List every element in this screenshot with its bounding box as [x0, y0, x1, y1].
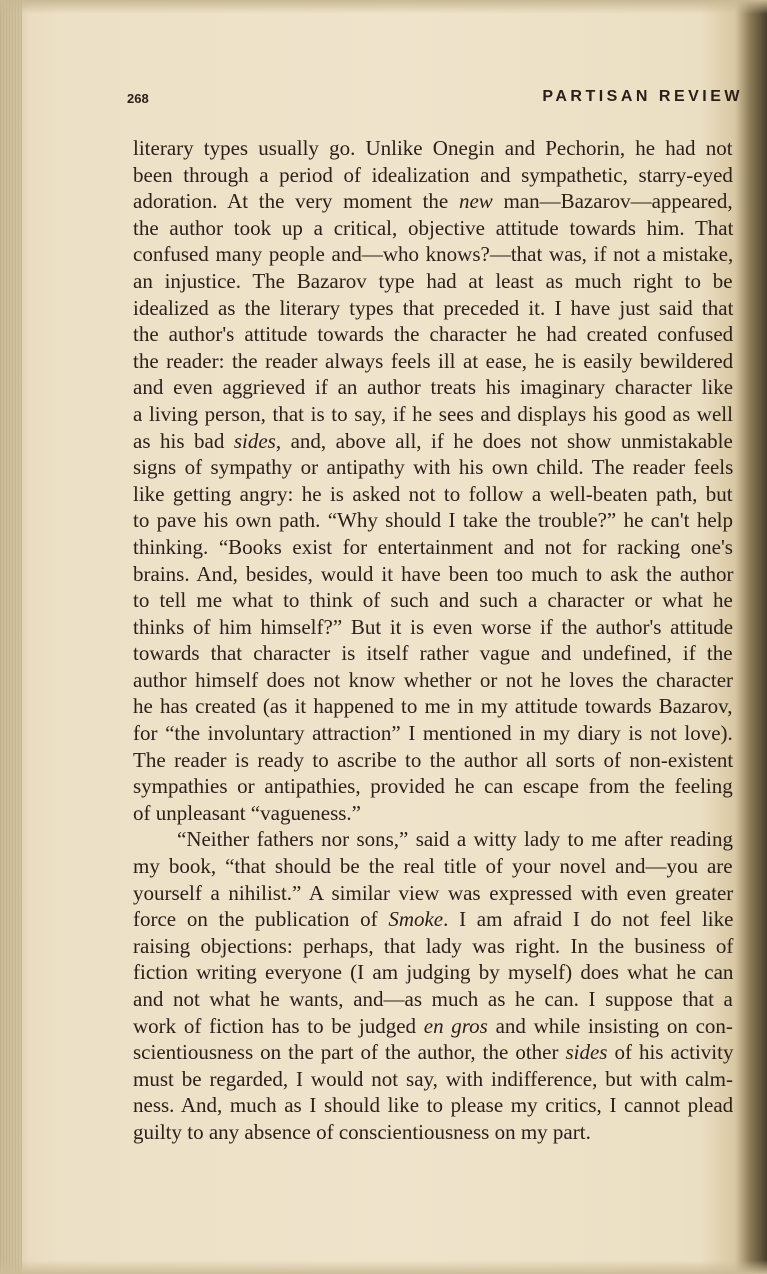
running-head: [127, 88, 743, 112]
text-line: ness. And, much as I should like to please my critics, I cannot plead: [133, 1093, 734, 1118]
text-line: for “the involuntary attraction” I mentioned in my diary is not love).: [133, 721, 733, 746]
text-line: brains. And, besides, would it have been too much to ask the author: [133, 561, 734, 586]
text-line: confused many people and—who knows?—that was, if not a mistake,: [133, 242, 734, 267]
text-line: an injustice. The Bazarov type had at least as much right to be: [133, 268, 733, 293]
text-line: work of fiction has to be judged en gros and while insisting on con-: [133, 1013, 733, 1038]
journal-title: PARTISAN REVIEW: [542, 88, 743, 105]
text-line: author himself does not know whether or not he loves the character: [133, 667, 734, 692]
text-line: he has created (as it happened to me in my attitude towards Bazarov,: [133, 694, 733, 719]
text-line: my book, “that should be the real title of your novel and—you are: [133, 854, 733, 879]
text-line: signs of sympathy or antipathy with his own child. The reader feels: [133, 455, 734, 480]
text-line: thinks of him himself?” But it is even worse if the author's attitude: [133, 614, 734, 639]
text-line: to pave his own path. “Why should I take the trouble?” he can't help: [133, 508, 733, 533]
text-line: “Neither fathers nor sons,” said a witty lady to me after reading: [177, 827, 733, 852]
body-text: [133, 135, 733, 1146]
page-bottom-shadow: [0, 1260, 767, 1274]
paragraph-1: [133, 135, 733, 826]
page-top-shadow: [0, 0, 767, 14]
text-line: literary types usually go. Unlike Onegin and Pechorin, he had not: [133, 136, 733, 160]
text-line: guilty to any absence of conscientiousness on my part.: [133, 1119, 591, 1144]
text-line: must be regarded, I would not say, with indifference, but with calm-: [133, 1066, 733, 1091]
text-line: towards that character is itself rather vague and undefined, if the: [133, 641, 733, 666]
text-line: raising objections: perhaps, that lady was right. In the business of: [133, 933, 734, 958]
text-line: idealized as the literary types that preceded it. I have just said that: [133, 295, 734, 320]
text-line: the reader: the reader always feels ill at ease, he is easily bewildered: [133, 348, 734, 373]
text-line: like getting angry: he is asked not to follow a well-beaten path, but: [133, 481, 733, 506]
text-line: been through a period of idealization and sympathetic, starry-eyed: [133, 162, 733, 187]
text-line: force on the publication of Smoke. I am afraid I do not feel like: [133, 907, 734, 932]
text-line: thinking. “Books exist for entertainment and not for racking one's: [133, 534, 733, 559]
text-line: of unpleasant “vagueness.”: [133, 800, 361, 825]
text-line: fiction writing everyone (I am judging by myself) does what he can: [133, 960, 734, 985]
page-gutter-edge: [0, 0, 22, 1274]
text-line: as his bad sides, and, above all, if he does not show unmistakable: [133, 428, 733, 453]
text-line: the author's attitude towards the character he had created confused: [133, 322, 734, 347]
text-line: the author took up a critical, objective attitude towards him. That: [133, 215, 734, 240]
text-line: The reader is ready to ascribe to the author all sorts of non-existent: [133, 747, 734, 772]
text-line: and not what he wants, and—as much as he can. I suppose that a: [133, 987, 733, 1011]
text-line: and even aggrieved if an author treats his imaginary character like: [133, 375, 734, 400]
paragraph-2: [133, 826, 733, 1145]
text-line: a living person, that is to say, if he sees and displays his good as well: [133, 401, 733, 426]
text-line: sympathies or antipathies, provided he can escape from the feeling: [133, 774, 733, 799]
page-number: 268: [127, 91, 149, 106]
text-line: to tell me what to think of such and such a character or what he: [133, 588, 733, 613]
text-line: yourself a nihilist.” A similar view was expressed with even greater: [133, 880, 734, 905]
text-line: adoration. At the very moment the new man—Bazarov—appeared,: [133, 189, 733, 214]
text-line: scientiousness on the part of the author, the other sides of his activity: [133, 1040, 734, 1065]
